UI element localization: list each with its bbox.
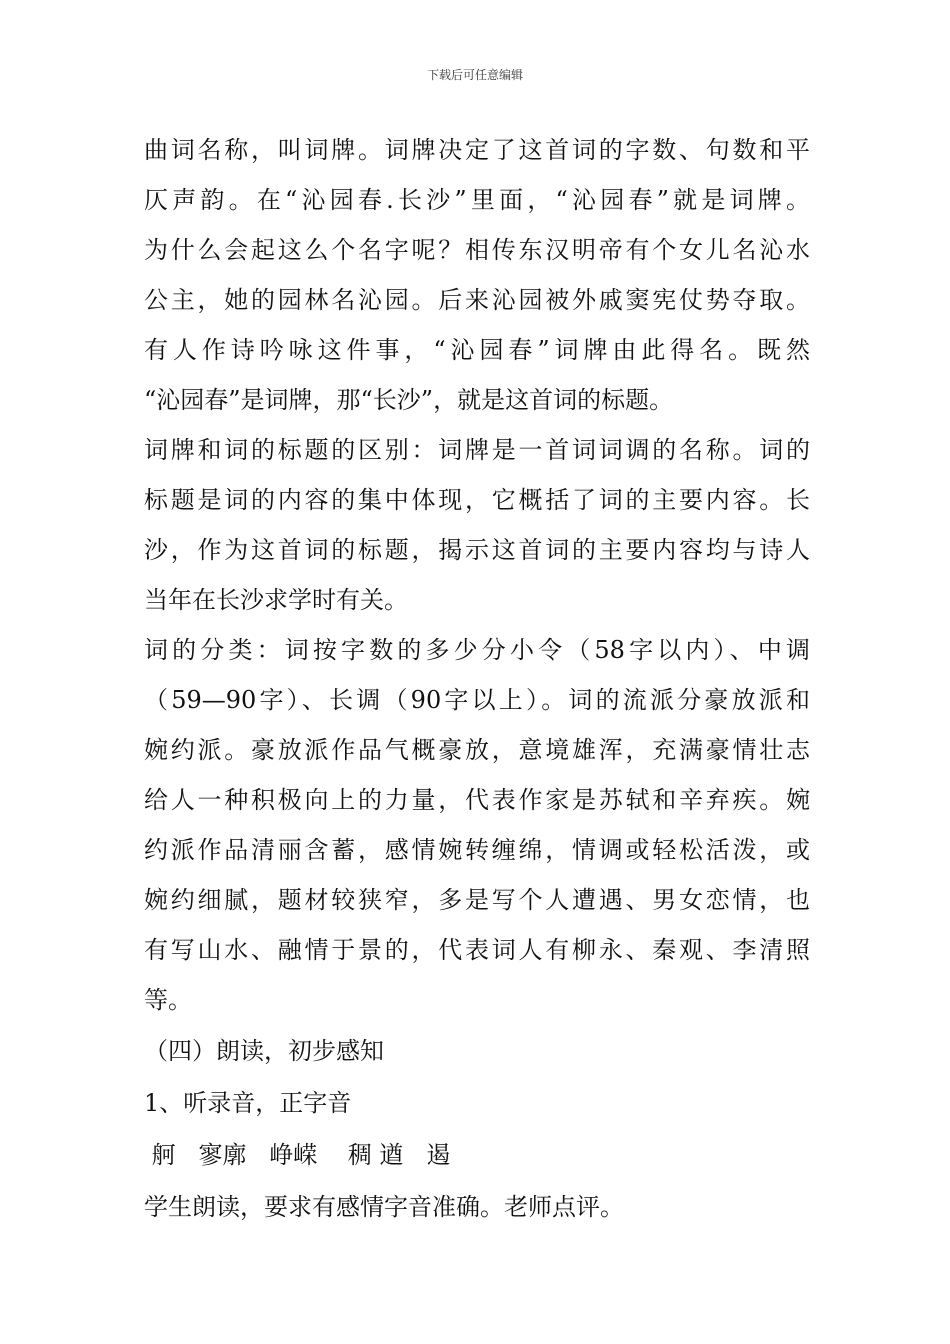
paragraph-line: 当年在长沙求学时有关。: [144, 586, 408, 614]
step-heading: 1、听录音，正字音: [144, 1089, 352, 1117]
paragraph-line: 约派作品清丽含蓄，感情婉转缠绵，情调或轻松活泼，或: [144, 836, 810, 864]
paragraph-line: 沙，作为这首词的标题，揭示这首词的主要内容均与诗人: [144, 536, 810, 564]
paragraph-line: 曲词名称，叫词牌。词牌决定了这首词的字数、句数和平: [144, 136, 810, 164]
document-body: [144, 125, 810, 1233]
paragraph-line: 有人作诗吟咏这件事，“沁园春”词牌由此得名。既然: [144, 336, 810, 364]
character-list: 舸 寥廓 峥嵘 稠 遒 遏: [144, 1141, 451, 1169]
paragraph-line: 为什么会起这么个名字呢？相传东汉明帝有个女儿名沁水: [144, 236, 810, 264]
paragraph-line: 等。: [144, 986, 192, 1014]
paragraph-line: （59—90字）、长调（90字以上）。词的流派分豪放派和: [144, 686, 810, 714]
paragraph-line: “沁园春”是词牌，那“长沙”，就是这首词的标题。: [144, 386, 674, 414]
paragraph-line: 公主，她的园林名沁园。后来沁园被外戚窦宪仗势夺取。: [144, 286, 810, 314]
paragraph-line: 婉约派。豪放派作品气概豪放，意境雄浑，充满豪情壮志: [144, 736, 810, 764]
paragraph-line: 仄声韵。在“沁园春.长沙”里面，“沁园春”就是词牌。: [144, 186, 810, 214]
paragraph-line: 标题是词的内容的集中体现，它概括了词的主要内容。长: [144, 486, 810, 514]
paragraph-line: 给人一种积极向上的力量，代表作家是苏轼和辛弃疾。婉: [144, 786, 810, 814]
paragraph-line: 词的分类：词按字数的多少分小令（58字以内）、中调: [144, 636, 810, 664]
paragraph-line: 有写山水、融情于景的，代表词人有柳永、秦观、李清照: [144, 936, 810, 964]
paragraph-line: 词牌和词的标题的区别：词牌是一首词词调的名称。词的: [144, 436, 810, 464]
page-header: 下载后可任意编辑: [426, 68, 523, 82]
closing-line: 学生朗读，要求有感情字音准确。老师点评。: [144, 1193, 624, 1221]
paragraph-line: 婉约细腻，题材较狭窄，多是写个人遭遇、男女恋情，也: [144, 886, 810, 914]
section-heading: （四）朗读，初步感知: [144, 1037, 384, 1065]
